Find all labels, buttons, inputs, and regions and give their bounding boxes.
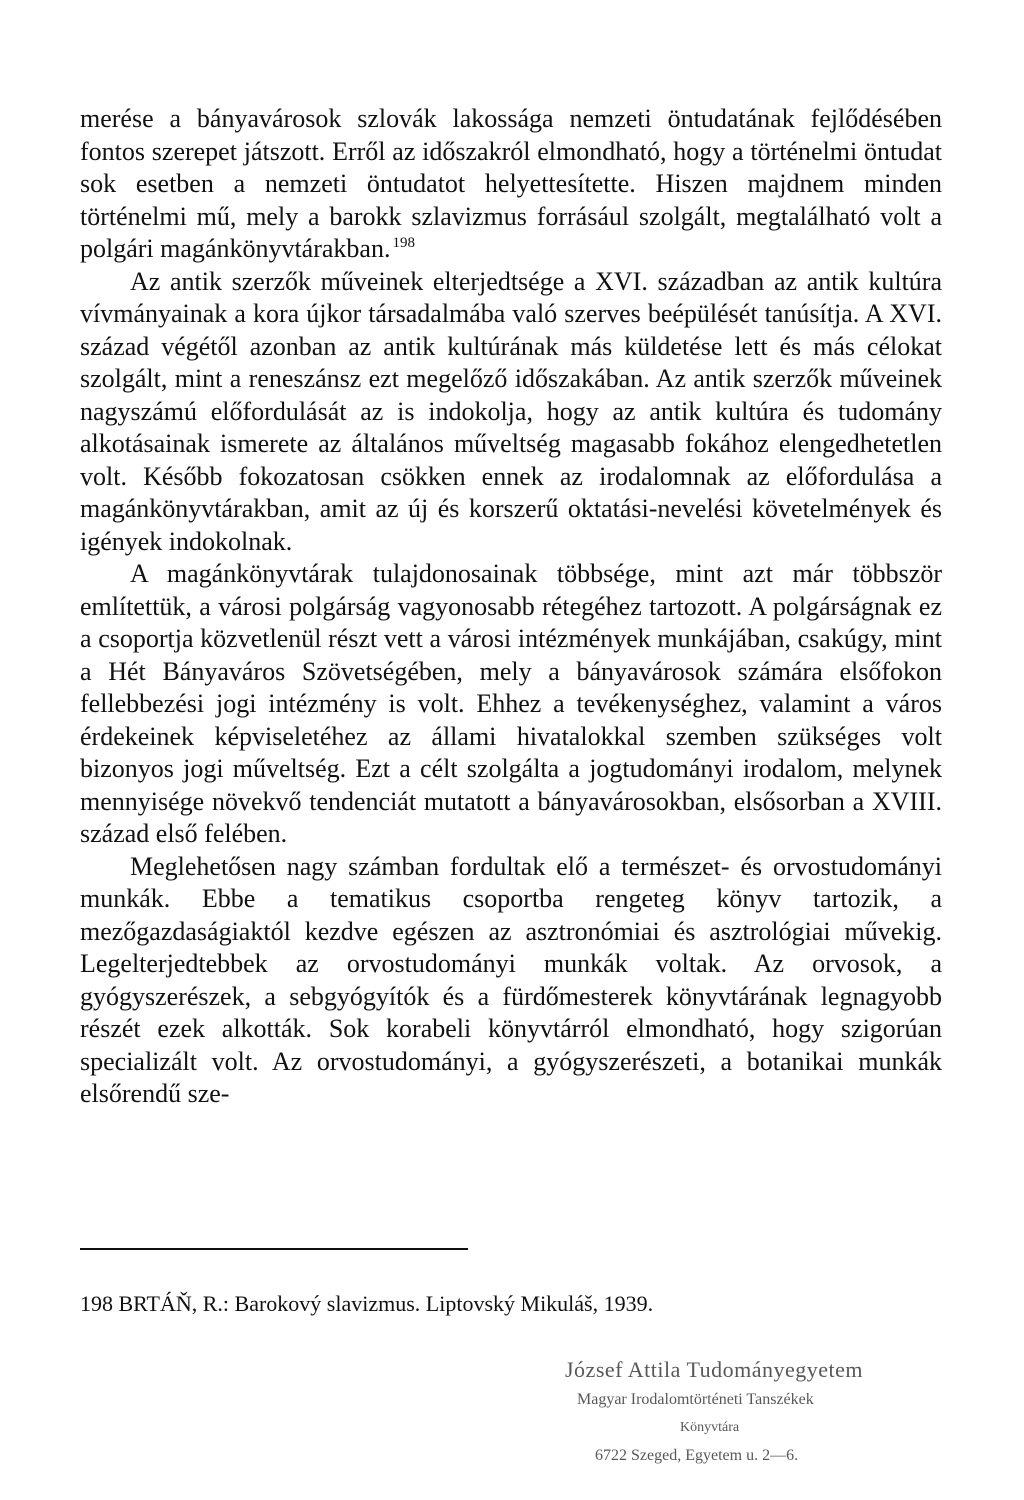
footnote-reference: 198: [392, 235, 415, 251]
body-text: [80, 103, 942, 1111]
stamp-line-department: Magyar Irodalomtörténeti Tanszékek: [577, 1391, 814, 1408]
paragraph-4: Meglehetősen nagy számban fordultak elő a természet- és orvostudományi munkák. Ebbe a tematikus csoportba rengeteg könyv tartozik, a mezőgazdaságiaktól kezdve egészen az asztronómiai és asztrológiai művekig. Legelterjedtebbek az orvostudományi munkák voltak. Az orvosok, a gyógyszerészek, a sebgyógyítók és a fürdőmesterek könyvtárának legnagyobb részét ezek alkották. Sok korabeli könyvtárról elmondható, hogy szigorúan specializált volt. Az orvostudományi, a gyógyszerészeti, a botanikai munkák elsőrendű sze-: [80, 851, 942, 1108]
footnote: 198 BRTÁŇ, R.: Barokový slavizmus. Liptovský Mikuláš, 1939.: [80, 1291, 654, 1316]
library-stamp: [565, 1355, 985, 1471]
paragraph-2: Az antik szerzők műveinek elterjedtsége a XVI. században az antik kultúra vívmányainak a kora újkor társadalmába való szerves beépülését tanúsítja. A XVI. század végétől azonban az antik kultúrának más küldetése lett és más célokat szolgált, mint a reneszánsz ezt megelőző időszakában. Az antik szerzők műveinek nagyszámú előfordulását az is indokolja, hogy az antik kultúra és tudomány alkotásainak ismerete az általános műveltség magasabb fokához elengedhetetlen volt. Később fokozatosan csökken ennek az irodalomnak az előfordulása a magánkönyvtárakban, amit az új és korszerű oktatási-nevelési követelmények és igények indokolnak.: [80, 266, 942, 556]
paragraph-1: [80, 103, 942, 266]
stamp-line-university: József Attila Tudományegyetem: [565, 1357, 864, 1382]
paragraph-1-text: merése a bányavárosok szlovák lakossága nemzeti öntudatának fejlődésében fontos szerepet játszott. Erről az időszakról elmondható, hogy a történelmi öntudat sok esetben a nemzeti öntudatot helyettesítette. Hiszen majdnem minden történelmi mű, mely a barokk szlavizmus forrásául szolgált, megtalálható volt a polgári magánkönyvtárakban.: [80, 104, 942, 263]
footnote-divider: [80, 1248, 468, 1250]
paragraph-3: A magánkönyvtárak tulajdonosainak többsége, mint azt már többször említettük, a városi polgárság vagyonosabb rétegéhez tartozott. A polgárságnak ez a csoportja közvetlenül részt vett a városi intézmények munkájában, csakúgy, mint a Hét Bányaváros Szövetségében, mely a bányavárosok számára elsőfokon fellebbezési jogi intézmény is volt. Ehhez a tevékenységhez, valamint a város érdekeinek képviseletéhez az állami hivatalokkal szemben szükséges volt bizonyos jogi műveltség. Ezt a célt szolgálta a jogtudományi irodalom, melynek mennyisége növekvő tendenciát mutatott a bányavárosokban, elsősorban a XVIII. század első felében.: [80, 559, 942, 848]
stamp-line-address: 6722 Szeged, Egyetem u. 2—6.: [595, 1447, 799, 1464]
stamp-line-library: Könyvtára: [680, 1420, 740, 1435]
